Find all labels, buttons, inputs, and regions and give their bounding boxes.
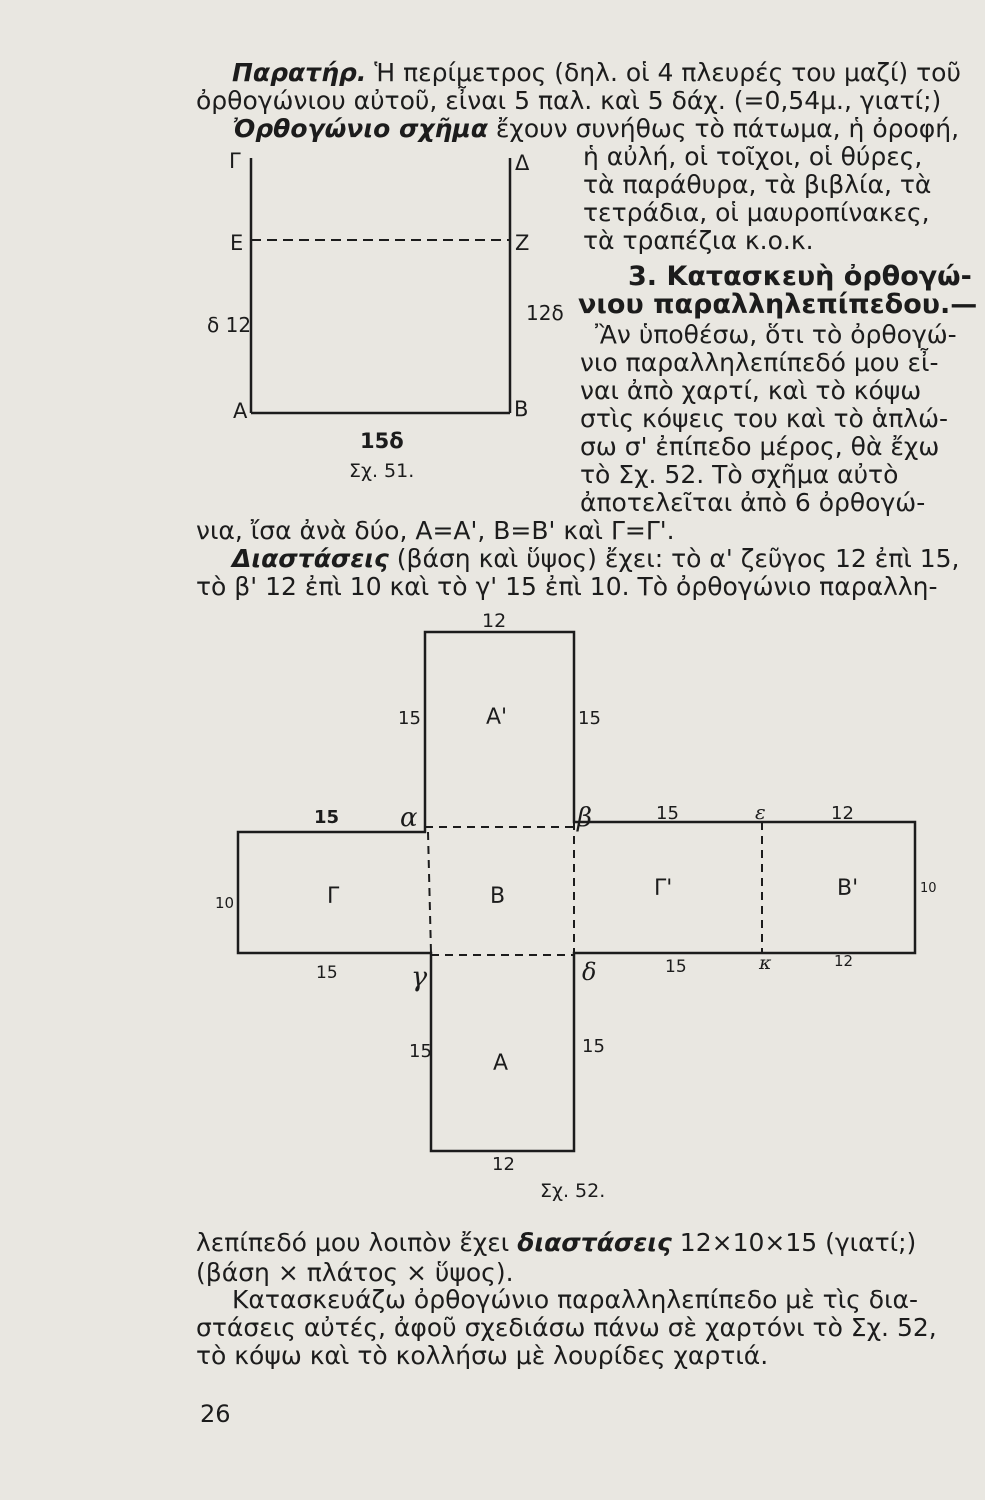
closing-dimensions-label: διαστάσεις (517, 1228, 672, 1257)
intro-right-line-4: τὰ τραπέζια κ.ο.κ. (583, 226, 814, 255)
fig51-label-z: Ζ (515, 231, 530, 255)
section-full-line-1: νια, ἴσα ἀνὰ δύο, Α=Α', Β=Β' καὶ Γ=Γ'. (196, 516, 675, 545)
fig52-point-kappa: κ (759, 952, 772, 974)
fig51-right-dimension: 12δ (526, 301, 564, 325)
fig52-point-epsilon: ε (755, 800, 766, 824)
fig52-face-b-prime: Β' (837, 876, 859, 901)
fig51-label-b: Β (514, 397, 529, 421)
closing-line-1: λεπίπεδό μου λοιπὸν ἔχει διαστάσεις 12×10×15 (γιατί;) (196, 1228, 917, 1257)
page-number: 26 (200, 1400, 231, 1428)
dimensions-line: Διαστάσεις (βάση καὶ ὕψος) ἔχει: τὸ α' ζεῦγος 12 ἐπὶ 15, (232, 544, 960, 573)
figure-51 (0, 0, 985, 500)
section-heading-line-1: 3. Κατασκευὴ ὀρθογώ- (628, 261, 972, 292)
fig52-top-left-dimension: 15 (398, 708, 421, 729)
fig51-label-g: Γ (229, 149, 241, 173)
intro-label: Παρατήρ. (232, 58, 367, 87)
fig52-mid-left-bottom-dimension: 15 (316, 963, 338, 983)
fig52-point-gamma: γ (411, 962, 428, 993)
definition-line: Ὀρθογώνιο σχῆμα ἔχουν συνήθως τὸ πάτωμα, ἡ ὀροφή, (233, 114, 960, 143)
fig52-mid-gprime-bottom-dimension: 15 (665, 957, 687, 977)
fig52-bottom-left-dimension: 15 (409, 1041, 432, 1062)
fig52-face-g: Γ (327, 884, 340, 909)
fig52-face-b: Β (490, 884, 506, 909)
fig52-point-beta: β (577, 803, 593, 833)
fig52-mid-bprime-bottom-dimension: 12 (834, 952, 854, 970)
fig52-fold-left (428, 832, 431, 953)
fig51-caption: Σχ. 51. (349, 460, 415, 482)
fig52-bottom-dimension: 12 (492, 1154, 515, 1175)
intro-right-line-2: τὰ παράθυρα, τὰ βιβλία, τὰ (583, 170, 932, 199)
fig52-mid-left-top-dimension: 15 (314, 807, 340, 828)
intro-line-2: ὀρθογώνιου αὐτοῦ, εἶναι 5 παλ. καὶ 5 δάχ. (=0,54μ., γιατί;) (196, 86, 942, 115)
section-full-line-3: τὸ β' 12 ἐπὶ 10 καὶ τὸ γ' 15 ἐπὶ 10. Τὸ ὀρθογώνιο παραλλη- (196, 572, 938, 601)
section-text-line-4: στὶς κόψεις του καὶ τὸ ἁπλώ- (580, 404, 949, 433)
definition-label: Ὀρθογώνιο σχῆμα (233, 114, 488, 143)
fig52-outline (238, 632, 915, 1151)
fig52-mid-gprime-top-dimension: 15 (656, 803, 679, 824)
figure-52 (0, 600, 985, 1210)
fig52-top-right-dimension: 15 (578, 708, 601, 729)
section-text-line-7: ἀποτελεῖται ἀπὸ 6 ὀρθογώ- (580, 488, 926, 517)
section-text-line-6: τὸ Σχ. 52. Τὸ σχῆμα αὐτὸ (580, 460, 899, 489)
intro-right-line-3: τετράδια, οἱ μαυροπίνακες, (583, 198, 930, 227)
fig52-caption: Σχ. 52. (540, 1180, 606, 1202)
section-text-line-1: Ἂν ὑποθέσω, ὅτι τὸ ὀρθογώ- (595, 320, 957, 349)
fig52-mid-bprime-top-dimension: 12 (831, 803, 854, 824)
intro-right-line-1: ἡ αὐλή, οἱ τοῖχοι, οἱ θύρες, (583, 142, 923, 171)
closing-line-5: τὸ κόψω καὶ τὸ κολλήσω μὲ λουρίδες χαρτιά. (196, 1341, 769, 1370)
closing-line-4: στάσεις αὐτές, ἀφοῦ σχεδιάσω πάνω σὲ χαρτόνι τὸ Σχ. 52, (196, 1313, 937, 1342)
section-text-line-3: ναι ἀπὸ χαρτί, καὶ τὸ κόψω (580, 376, 922, 405)
fig52-right-side-dimension: 10 (920, 881, 937, 896)
intro-line-1: Παρατήρ. Ἡ περίμετρος (δηλ. οἱ 4 πλευρές του μαζί) τοῦ (232, 58, 961, 87)
fig51-label-a: Α (233, 399, 248, 423)
fig51-label-e: Ε (230, 231, 244, 255)
fig51-bottom-dimension: 15δ (360, 429, 404, 453)
section-text-line-2: νιο παραλληλεπίπεδό μου εἶ- (580, 348, 939, 377)
fig52-face-a: Α (493, 1051, 509, 1076)
section-heading-line-2: νιου παραλληλεπίπεδου.— (578, 289, 978, 320)
fig52-bottom-right-dimension: 15 (582, 1036, 605, 1057)
section-text-line-5: σω σ' ἐπίπεδο μέρος, θὰ ἔχω (580, 432, 940, 461)
fig52-face-a-prime: Α' (486, 705, 508, 730)
fig52-left-side-dimension: 10 (215, 894, 235, 912)
closing-line-3: Κατασκευάζω ὀρθογώνιο παραλληλεπίπεδο μὲ τὶς δια- (232, 1285, 919, 1314)
dimensions-label: Διαστάσεις (232, 544, 389, 573)
fig52-face-g-prime: Γ' (654, 876, 673, 901)
fig52-point-delta: δ (582, 958, 597, 986)
closing-line-2: (βάση × πλάτος × ὕψος). (196, 1258, 514, 1287)
fig51-left-dimension: δ 12 (207, 313, 252, 337)
fig52-top-dimension: 12 (482, 610, 507, 632)
fig52-point-alpha: α (400, 803, 418, 833)
fig51-label-d: Δ (515, 151, 530, 175)
